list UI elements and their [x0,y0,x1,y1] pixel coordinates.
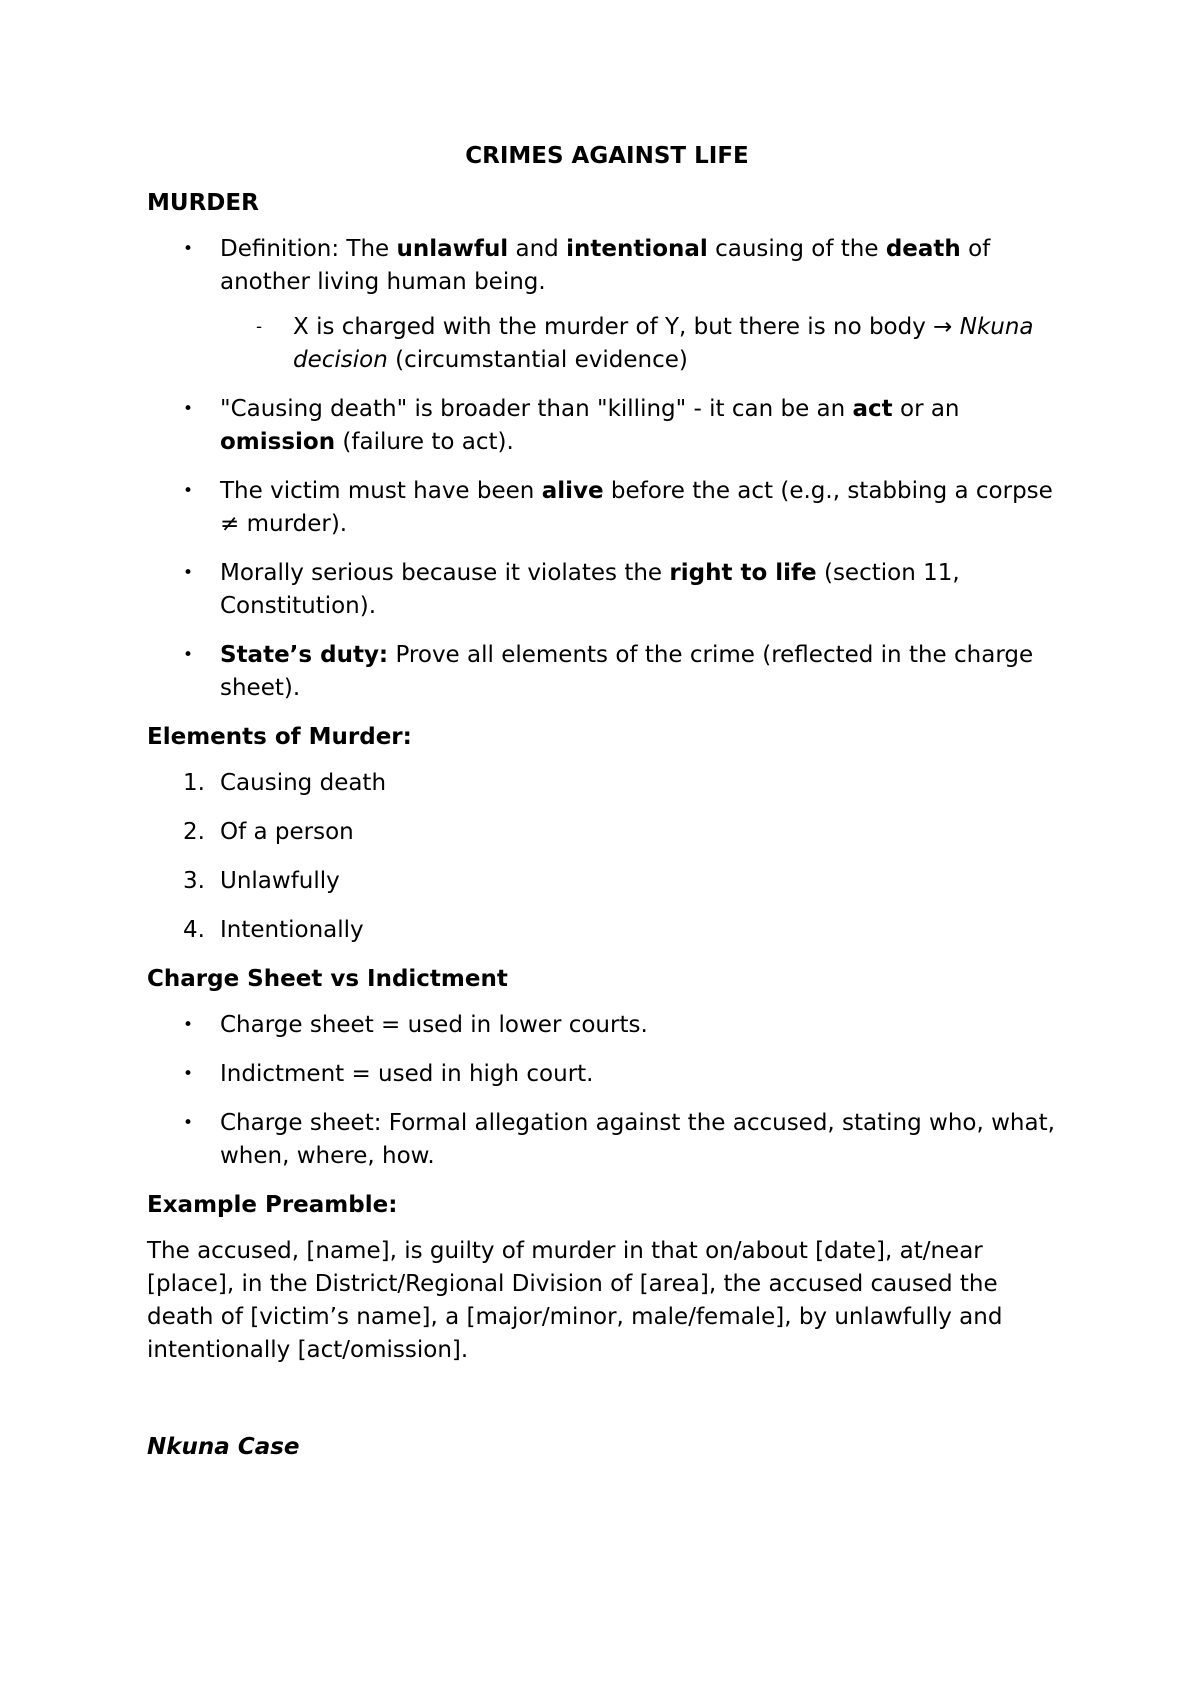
preamble-paragraph: The accused, [name], is guilty of murder in that on/about [date], at/near [place], in the District/Regional Division of [area], the accused caused the death of [victim’s name], a [major/minor, male/female], by unlawfully and intentionally [act/omission]. [147,1238,1003,1363]
murder-heading: MURDER [147,190,259,216]
document-title: CRIMES AGAINST LIFE [465,143,749,169]
bold-term-unlawful: unlawful [396,236,509,262]
number-marker: 3. [183,868,205,894]
elements-numbered-list [147,767,1067,947]
sub-list-item [220,311,1067,377]
bold-term-right-to-life: right to life [669,560,817,586]
text-run: before the act (e.g., stabbing a corpse ≠ murder). [220,478,1053,537]
list-item-label: Causing death [220,770,387,796]
bullet-marker: • [183,481,194,501]
charge-heading: Charge Sheet vs Indictment [147,966,508,992]
preamble-heading: Example Preamble: [147,1192,398,1218]
list-item [147,816,1067,849]
sub-list [220,311,1067,377]
document-page [147,140,1067,1477]
bold-term-omission: omission [220,429,336,455]
bold-term-state-duty: State’s duty: [220,642,389,668]
list-item-label: Charge sheet: Formal allegation against the accused, stating who, what, when, where, how. [220,1110,1055,1169]
list-item-causing-death [147,393,1067,459]
bold-term-death: death [885,236,961,262]
bullet-marker: • [183,563,194,583]
list-item-label: Unlawfully [220,868,340,894]
text-run: (section 11, Constitution). [220,560,960,619]
list-item [147,1009,1067,1042]
text-run: of another living human being. [220,236,991,295]
dash-marker: - [256,317,263,337]
italic-case-name: Nkuna decision [293,314,1034,373]
list-item [147,914,1067,947]
nkuna-case-heading: Nkuna Case [147,1434,300,1460]
list-item-label: Charge sheet = used in lower courts. [220,1012,648,1038]
list-item-morally-serious [147,557,1067,623]
bullet-marker: • [183,645,194,665]
list-item-victim-alive [147,475,1067,541]
number-marker: 2. [183,819,205,845]
number-marker: 1. [183,770,205,796]
bold-term-intentional: intentional [566,236,708,262]
list-item [147,1107,1067,1173]
list-item-label: Of a person [220,819,354,845]
text-run: causing of the [707,236,886,262]
list-item-state-duty [147,639,1067,705]
text-run: The victim must have been [220,478,542,504]
text-run: (circumstantial evidence) [387,347,688,373]
text-run: Prove all elements of the crime (reflected in the charge sheet). [220,642,1034,701]
list-item-definition [147,233,1067,377]
list-item [147,865,1067,898]
text-run: and [508,236,567,262]
list-item [147,767,1067,800]
number-marker: 4. [183,917,205,943]
bullet-marker: • [183,399,194,419]
text-run: X is charged with the murder of Y, but there is no body → [293,314,960,340]
charge-bullet-list [147,1009,1067,1173]
bullet-marker: • [183,1113,194,1133]
spacer [147,1367,1067,1431]
elements-heading: Elements of Murder: [147,724,412,750]
text-run: (failure to act). [335,429,514,455]
text-run: or an [892,396,960,422]
bullet-marker: • [183,239,194,259]
list-item-label: Indictment = used in high court. [220,1061,594,1087]
list-item-label: Intentionally [220,917,364,943]
bullet-marker: • [183,1064,194,1084]
bold-term-alive: alive [541,478,604,504]
list-item [147,1058,1067,1091]
text-run: "Causing death" is broader than "killing" - it can be an [220,396,853,422]
murder-bullet-list [147,233,1067,705]
bullet-marker: • [183,1015,194,1035]
bold-term-act: act [852,396,893,422]
text-run: Morally serious because it violates the [220,560,670,586]
text-run: Definition: The [220,236,397,262]
